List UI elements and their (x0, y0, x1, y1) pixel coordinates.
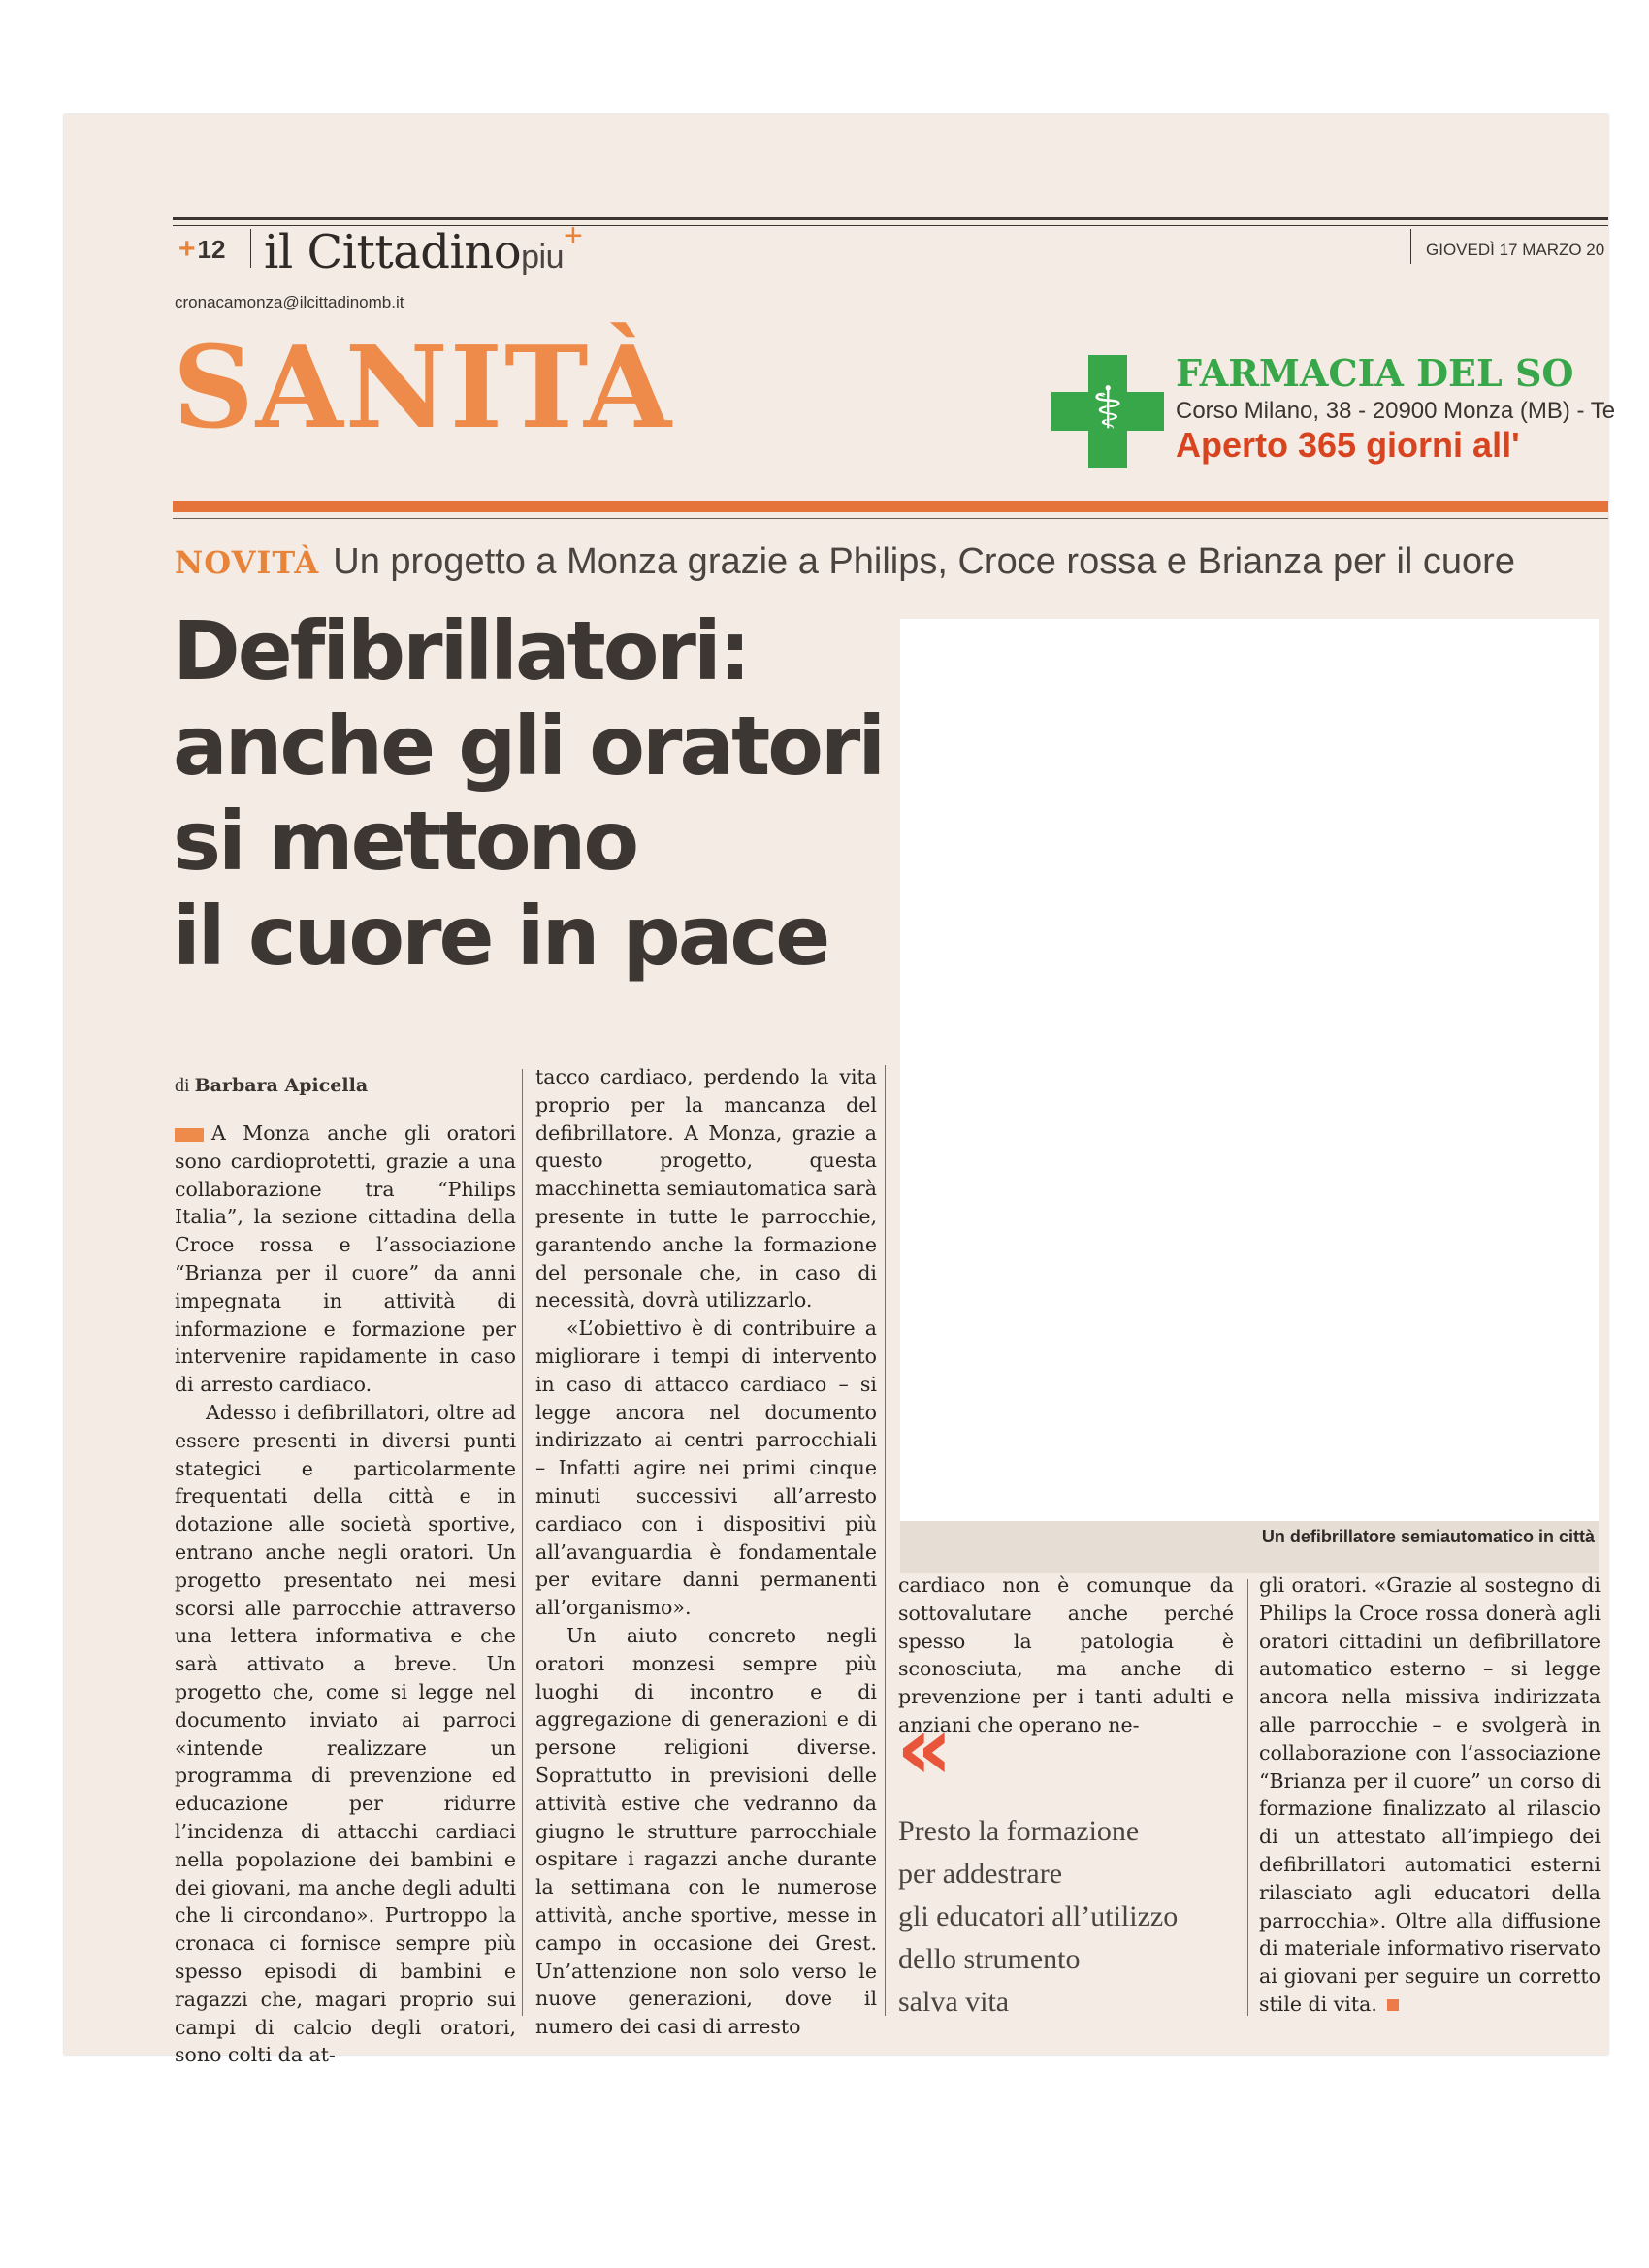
paragraph: A Monza anche gli oratori sono cardioprotetti, grazie a una collaborazione tra “Philips Italia”, la sezione cittadina della Croce rossa e l’associazione “Brianza per il cuore” da anni impegnata in attività di informazione e formazione per intervenire rapidamente in caso di arresto cardiaco. (175, 1121, 516, 1397)
article-column-1 (175, 1119, 516, 2069)
headline-line: il cuore in pace (173, 889, 828, 984)
end-marker-icon (1387, 1999, 1399, 2011)
article-photo (900, 619, 1599, 1521)
caduceus-icon: ⚕ (1091, 374, 1124, 442)
article-column-4 (1259, 1571, 1600, 2019)
pharmacy-cross-icon (1051, 355, 1164, 468)
page-number: +12 (178, 233, 226, 265)
author-name: Barbara Apicella (194, 1075, 369, 1096)
headline-line: anche gli oratori (173, 698, 884, 794)
article-kicker (175, 541, 1515, 583)
photo-caption: Un defibrillatore semiautomatico in città (1261, 1527, 1595, 1546)
paragraph: Adesso i defibrillatori, oltre ad essere presenti in diversi punti stategici e particolarmente frequentati della città e in dotazione alle società sportive, entrano anche negli oratori. Un progetto presentato nei mesi scorsi alle parrocchie attraverso una lettera informativa e che sarà attivato a breve. Un progetto che, come si legge nel documento inviato ai parroci «intende realizzare un programma di prevenzione ed educazione per ridurre l’incidenza di attacchi cardiaci nella popolazione dei bambini e dei giovani, ma anche degli adulti che li circondano». Purtroppo la cronaca ci fornisce sempre più spesso episodi di bambini e ragazzi che, magari proprio sui campi di calcio degli oratori, sono colti da at- (175, 1400, 516, 2067)
quote-mark-icon: « (896, 1698, 954, 1799)
paragraph: «L’obiettivo è di contribuire a migliorare i tempi di intervento in caso di attacco cardiaco – si legge ancora nel documento indirizzato ai centri parrocchiali – Infatti agire nei primi cinque minuti successivi all’arresto cardiaco con i dispositivi più all’avanguardia è fondamentale per evitare danni permanenti all’organismo». (535, 1316, 877, 1620)
pull-quote-line: dello strumento (898, 1943, 1081, 1975)
pull-quote-line: per addestrare (898, 1858, 1063, 1890)
headline-line: si mettono (173, 794, 637, 889)
pharmacy-name: FARMACIA DEL SO (1176, 351, 1574, 395)
header-rule (173, 217, 1608, 220)
paragraph: gli oratori. «Grazie al sostegno di Philips la Croce rossa donerà agli oratori cittadini un defibrillatore automatico esterno – si legge ancora nella missiva indirizzata alle parrocchie – e svolgerà in collaborazione con l’associazione “Brianza per il cuore” un corso di formazione finalizzato al rilascio di un attestato all’impiego dei defibrillatori automatici esterni rilasciato agli educatori della parrocchia». Oltre alla diffusione di materiale informativo riservato ai giovani per seguire un corretto stile di vita. (1259, 1573, 1600, 2016)
column-separator (522, 1069, 523, 2016)
kicker-text: Un progetto a Monza grazie a Philips, Croce rossa e Brianza per il cuore (333, 541, 1515, 582)
masthead: il Cittadinopiu+ (264, 217, 583, 279)
newspaper-page (64, 114, 1616, 2067)
pharmacy-address: Corso Milano, 38 - 20900 Monza (MB) - Te (1176, 398, 1616, 424)
issue-date: GIOVEDÌ 17 MARZO 20 (1426, 241, 1605, 259)
article-column-2 (535, 1063, 877, 2041)
column-separator (1247, 1579, 1248, 2016)
column-separator (885, 1065, 886, 2016)
headline-line: Defibrillatori: (173, 603, 749, 698)
section-rule (173, 501, 1608, 512)
kicker-label: NOVITÀ (175, 544, 320, 581)
paragraph: tacco cardiaco, perdendo la vita proprio per la mancanza del defibrillatore. A Monza, grazie a questo progetto, questa macchinetta semiautomatica sarà presente in tutte le parrocchie, garantendo anche la formazione del personale che, in caso di necessità, dovrà utilizzarlo. (535, 1065, 877, 1312)
lead-marker-icon (175, 1128, 204, 1142)
section-email: cronacamonza@ilcittadinomb.it (175, 293, 404, 311)
plus-icon: + (178, 233, 196, 265)
header-divider-right (1410, 229, 1411, 264)
pull-quote-line: gli educatori all’utilizzo (898, 1900, 1179, 1932)
paragraph: Un aiuto concreto negli oratori monzesi sempre più luoghi di incontro e di aggregazione di generazioni e di persone religioni diverse. Soprattutto in previsioni delle attività estive che vedranno da giugno le strutture parrocchiale ospitare i ragazzi anche durante la settimana con le numerose attività, anche sportive, messe in campo in occasione dei Grest. Un’attenzione non solo verso le nuove generazioni, dove il numero dei casi di arresto (535, 1623, 877, 2039)
section-title: SANITÀ (173, 322, 674, 454)
byline: di Barbara Apicella (175, 1075, 369, 1096)
pharmacy-hours: Aperto 365 giorni all' (1176, 425, 1520, 465)
pull-quote (898, 1810, 1247, 2024)
section-rule-thin (173, 518, 1608, 519)
header-divider (250, 229, 251, 268)
article-headline (173, 603, 929, 984)
paragraph: cardiaco non è comunque da sottovalutare anche perché spesso la patologia è sconosciuta, ma anche di prevenzione per i tanti adulti e anziani che operano ne- (898, 1573, 1234, 1736)
pull-quote-line: salva vita (898, 1986, 1010, 2018)
pull-quote-line: Presto la formazione (898, 1815, 1140, 1847)
